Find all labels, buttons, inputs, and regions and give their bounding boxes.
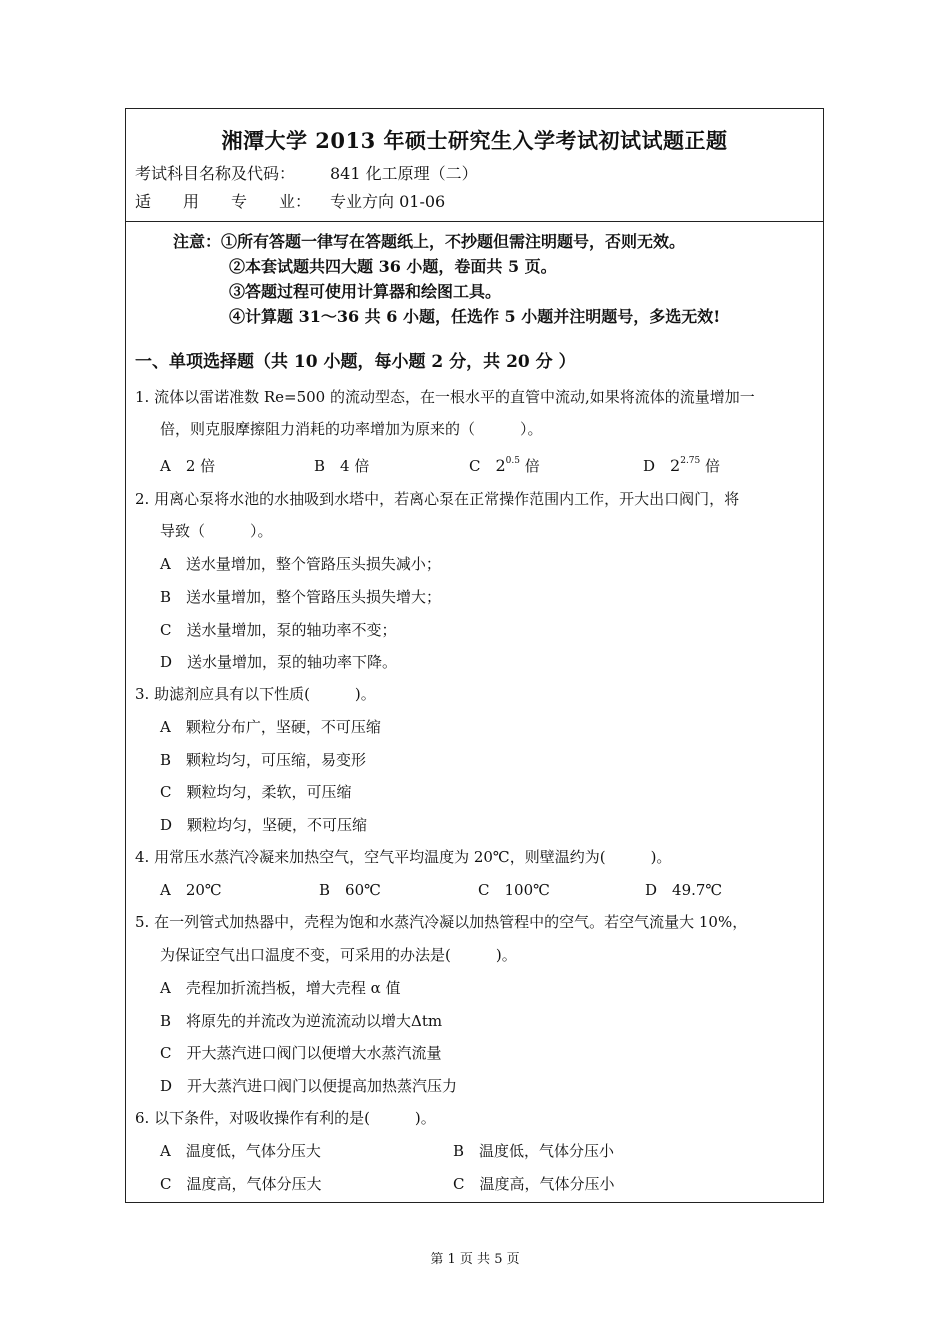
q2-option-b: B 送水量增加，整个管路压头损失增大； [160,588,442,606]
q5-option-a: A 壳程加折流挡板，增大壳程 α 值 [160,979,401,997]
q3-option-b: B 颗粒均匀，可压缩，易变形 [160,751,367,769]
major-row [135,189,446,212]
q6-option-d: C 温度高，气体分压小 [453,1175,615,1193]
q4-option-d: D 49.7℃ [645,881,723,899]
section-title: 一、单项选择题（共 10 小题，每小题 2 分，共 20 分 ） [135,352,576,372]
q5-option-b: B 将原先的并流改为逆流流动以增大Δtm [160,1012,443,1030]
note-1: 注意：①所有答题一律写在答题纸上，不抄题但需注明题号，否则无效。 [173,232,686,251]
note-4: ④计算题 31～36 共 6 小题，任选作 5 小题并注明题号，多选无效! [229,307,721,326]
q4-option-b: B 60℃ [319,881,381,899]
q2-option-c: C 送水量增加，泵的轴功率不变； [160,621,397,639]
q3-option-a: A 颗粒分布广，坚硬，不可压缩 [160,718,381,736]
q5-option-c: C 开大蒸汽进口阀门以便增大水蒸汽流量 [160,1044,442,1062]
q4-line1: 4. 用常压水蒸汽冷凝来加热空气，空气平均温度为 20℃，则壁温约为( )。 [135,848,672,866]
q1-line2: 倍，则克服摩擦阻力消耗的功率增加为原来的（ ）。 [160,420,543,438]
q6-option-c: C 温度高，气体分压大 [160,1175,322,1193]
note-2: ②本套试题共四大题 36 小题，卷面共 5 页。 [229,257,557,276]
q2-line2: 导致（ ）。 [160,522,273,540]
page-footer: 第 1 页 共 5 页 [430,1252,520,1267]
q5-line2: 为保证空气出口温度不变，可采用的办法是( )。 [160,946,517,964]
q1-option-b: B 4 倍 [314,457,370,475]
q2-line1: 2. 用离心泵将水池的水抽吸到水塔中，若离心泵在正常操作范围内工作，开大出口阀门，将 [135,490,740,508]
subject-label: 考试科目名称及代码： [135,164,296,183]
q2-option-a: A 送水量增加，整个管路压头损失减小； [160,555,441,573]
q6-line1: 6. 以下条件，对吸收操作有利的是( )。 [135,1109,436,1127]
q3-option-d: D 颗粒均匀，坚硬，不可压缩 [160,816,368,834]
header-divider [126,221,823,222]
q3-line1: 3. 助滤剂应具有以下性质( )。 [135,685,376,703]
q1-option-c: C $2^{0.5}$ 倍 [469,456,540,475]
q6-option-b: B 温度低，气体分压小 [453,1142,615,1160]
q1-option-a: A 2 倍 [160,457,216,475]
subject-value: 841 化工原理（二） [330,164,478,183]
major-value: 专业方向 01-06 [330,192,446,211]
subject-row [135,161,478,184]
exam-frame [125,108,824,1203]
q5-option-d: D 开大蒸汽进口阀门以便提高加热蒸汽压力 [160,1077,458,1095]
q6-option-a: A 温度低，气体分压大 [160,1142,321,1160]
q3-option-c: C 颗粒均匀，柔软，可压缩 [160,783,352,801]
exam-title: 湘潭大学 2013 年硕士研究生入学考试初试试题正题 [221,128,728,153]
major-label: 适 用 专 业： [135,192,312,211]
q4-option-c: C 100℃ [478,881,550,899]
note-3: ③答题过程可使用计算器和绘图工具。 [229,282,502,301]
q2-option-d: D 送水量增加，泵的轴功率下降。 [160,653,398,671]
q5-line1: 5. 在一列管式加热器中，壳程为饱和水蒸汽冷凝以加热管程中的空气。若空气流量大 10%， [135,913,748,931]
q4-option-a: A 20℃ [160,881,222,899]
q1-line1: 1. 流体以雷诺准数 Re=500 的流动型态，在一根水平的直管中流动,如果将流体的流量增加一 [135,388,755,406]
q1-option-d: D $2^{2.75}$ 倍 [643,456,721,475]
